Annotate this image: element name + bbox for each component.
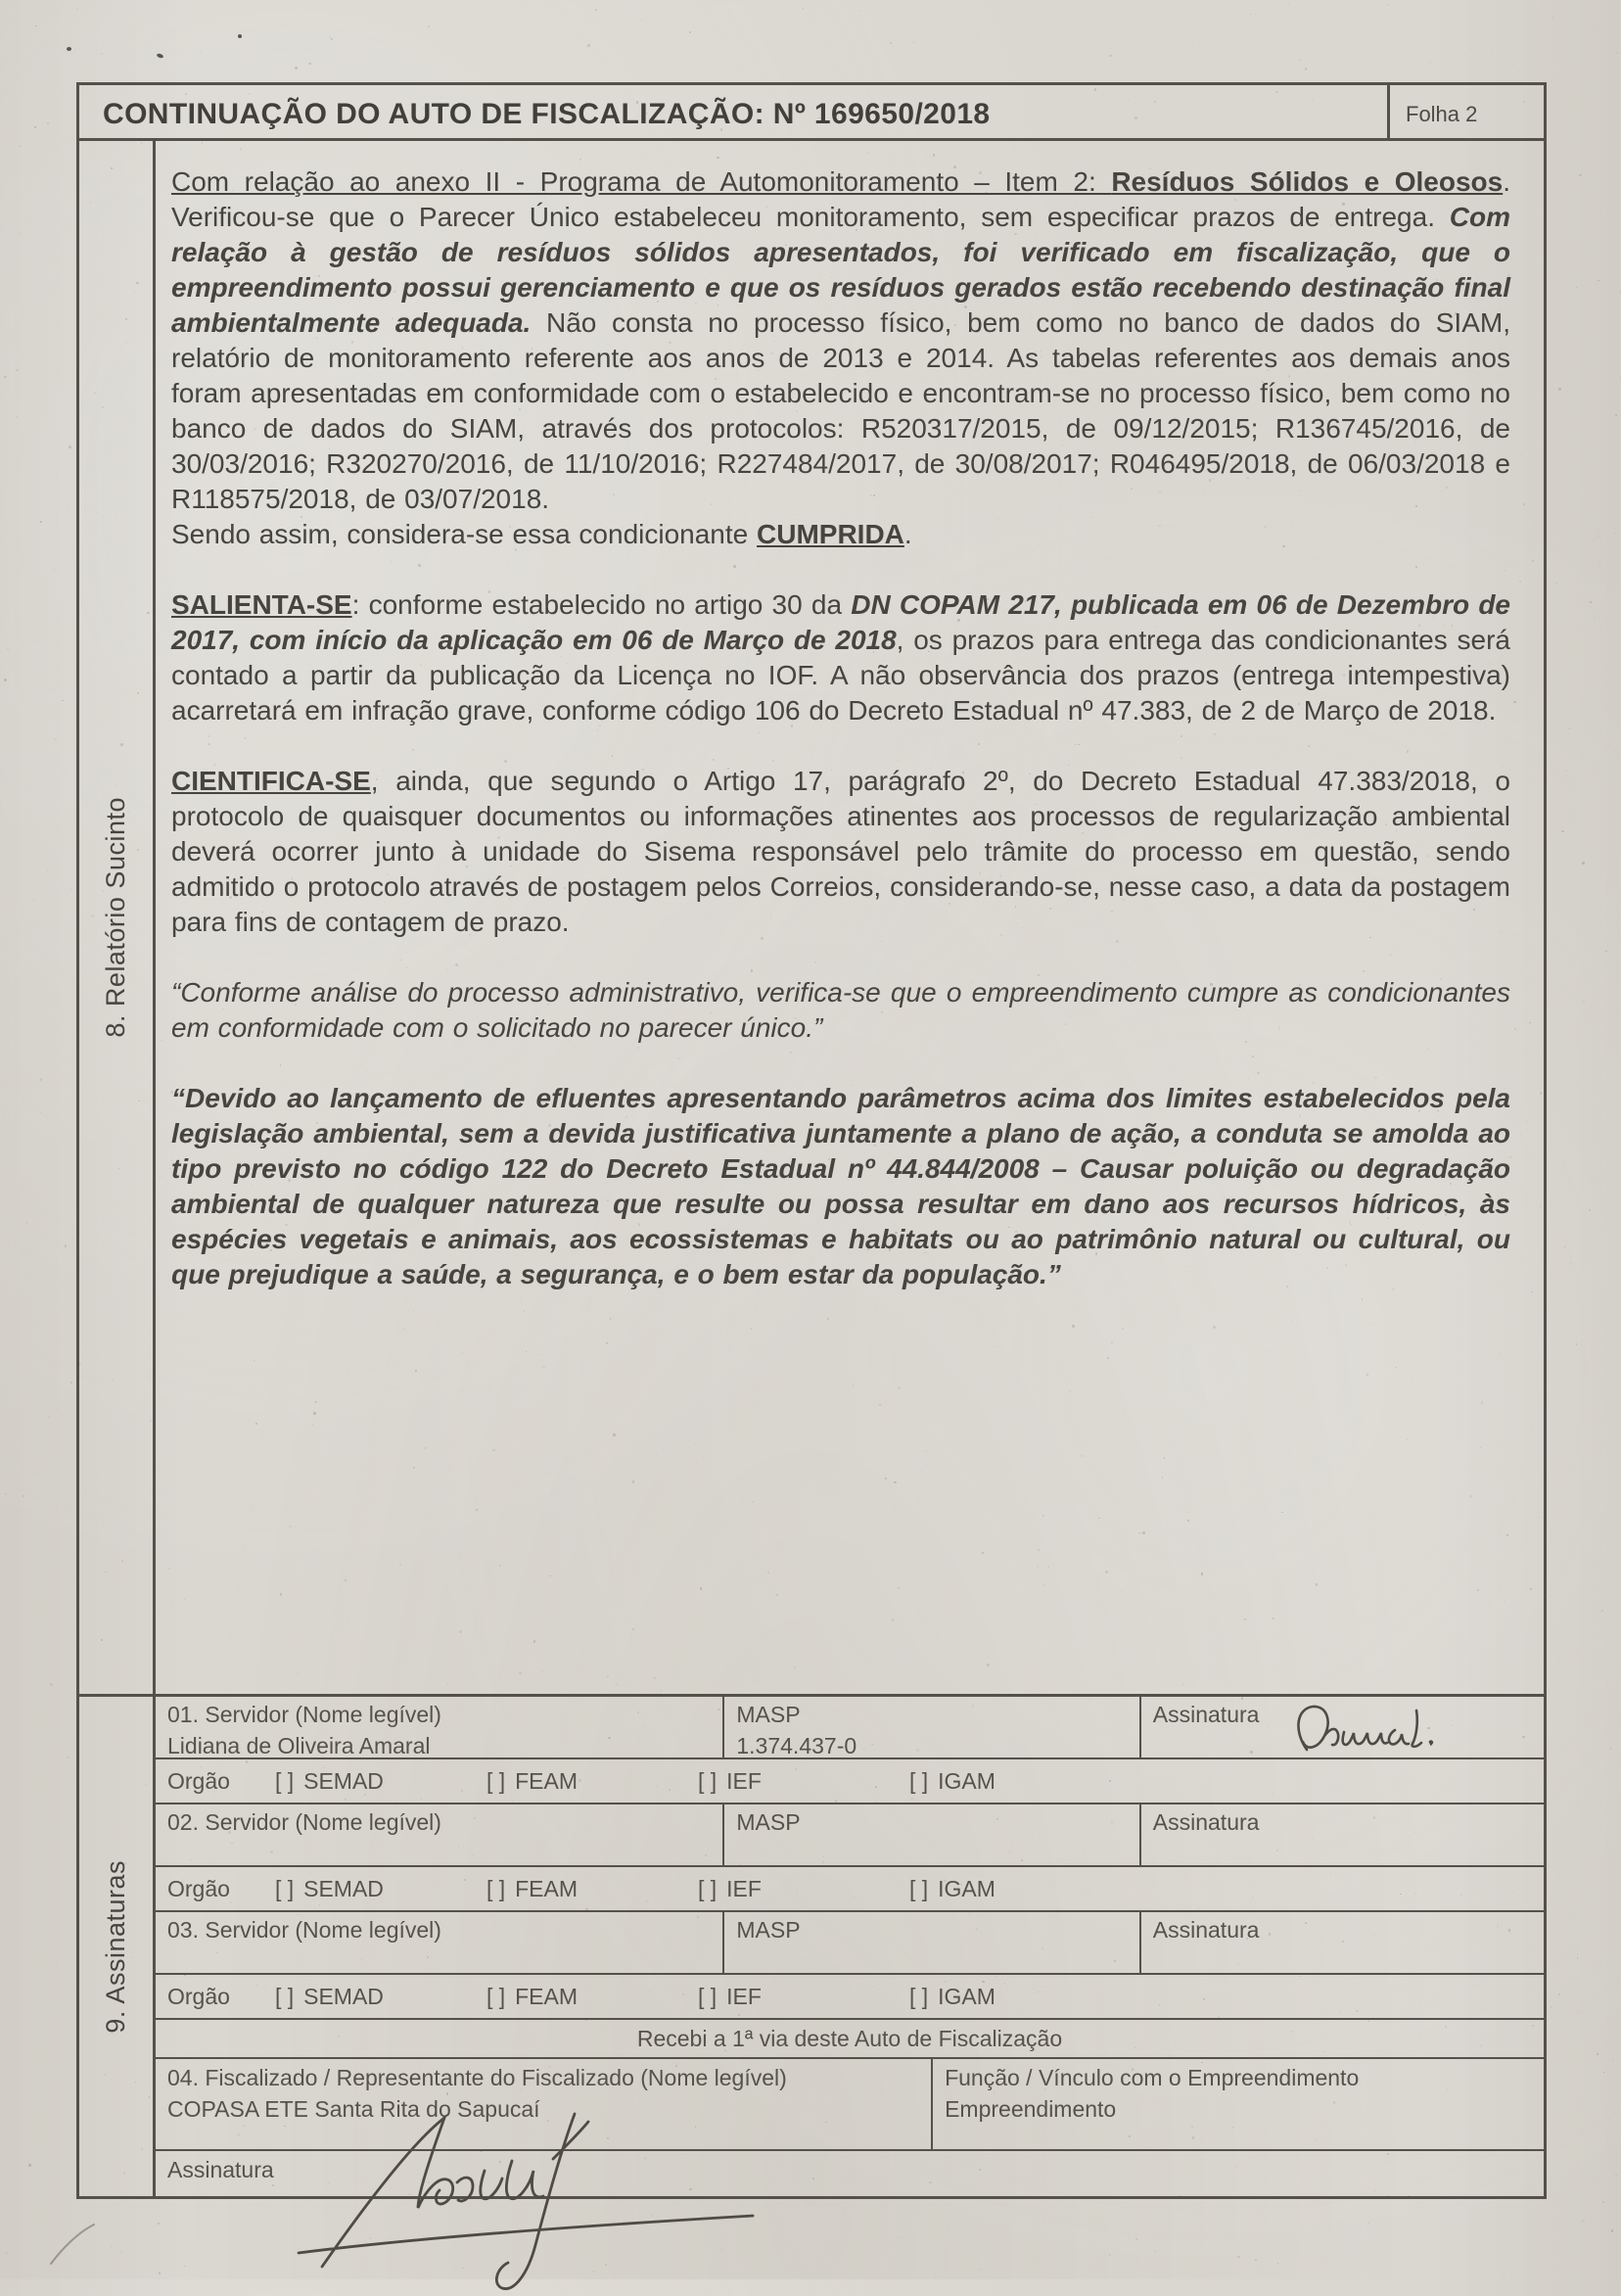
report-p2-cumprida: CUMPRIDA: [757, 519, 904, 549]
checkbox-glyph: [ ]: [486, 1875, 506, 1901]
pen-mark: [43, 2221, 102, 2270]
masp-label: MASP: [736, 1702, 801, 1727]
report-paragraph-4: [171, 764, 1510, 940]
report-p1-bold-italic: Com relação à gestão de resíduos sólidos apresentados, foi verificado em fiscalização, que o empreendimento possui gerenciamento e que os resíduos gerados estão recebendo destinação final ambientalmente adequada.: [171, 202, 1510, 338]
pen-mark: [157, 53, 164, 59]
report-quote-1: “Conforme análise do processo administrativo, verifica-se que o empreendimento cumpre as condicionantes em conformidade com o solicitado no parecer único.”: [171, 977, 1510, 1043]
checkbox-glyph: [ ]: [274, 1983, 295, 2009]
checkbox-semad-label: SEMAD: [303, 1983, 384, 2009]
report-p3-a: : conforme estabelecido no artigo 30 da: [351, 589, 852, 620]
report-p1-underlined: Com relação ao anexo II - Programa de Automonitoramento – Item 2:: [171, 166, 1112, 197]
assinatura-label: Assinatura: [167, 2157, 274, 2182]
fiscalizado-label: 04. Fiscalizado / Representante do Fiscalizado (Nome legível): [167, 2065, 787, 2090]
checkbox-glyph: [ ]: [274, 1767, 295, 1794]
auto-de-fiscalizacao-page: [76, 82, 1547, 2199]
table-row-orgao-03: [156, 1975, 1544, 2020]
fiscalizado-name: COPASA ETE Santa Rita do Sapucaí: [167, 2096, 540, 2122]
checkbox-glyph: [ ]: [486, 1767, 506, 1794]
servidor-03-label: 03. Servidor (Nome legível): [167, 1917, 441, 1943]
report-p1-dot: .: [1503, 166, 1510, 197]
report-text: [156, 141, 1544, 1694]
checkbox-feam-label: FEAM: [515, 1875, 578, 1901]
orgao-label: Orgão: [167, 1875, 230, 1901]
section-8-label-column: [79, 141, 156, 1694]
report-paragraph-2: [171, 517, 1510, 552]
checkbox-feam: [486, 1768, 698, 1795]
checkbox-feam-label: FEAM: [515, 1983, 578, 2009]
fiscalizado-funcao-cell: [933, 2059, 1544, 2149]
report-p4-lead: CIENTIFICA-SE: [171, 766, 371, 796]
section-relatorio-sucinto: [79, 141, 1544, 1694]
checkbox-ief-label: IEF: [726, 1875, 762, 1901]
servidor-02-signature-cell: [1141, 1804, 1544, 1865]
masp-label: MASP: [736, 1809, 801, 1835]
checkbox-semad: [275, 1984, 486, 2010]
checkbox-feam: [486, 1984, 698, 2010]
report-p2-plain: Sendo assim, considera-se essa condicionante: [171, 519, 758, 549]
report-p2-end: .: [903, 519, 912, 549]
checkbox-ief: [698, 1984, 909, 2010]
checkbox-glyph: [ ]: [908, 1983, 929, 2009]
checkbox-glyph: [ ]: [908, 1875, 929, 1901]
checkbox-igam: [909, 1768, 1121, 1795]
assinatura-label: Assinatura: [1152, 1809, 1260, 1835]
servidor-01-masp-cell: [724, 1697, 1140, 1757]
checkbox-glyph: [ ]: [697, 1767, 718, 1794]
orgao-label: Orgão: [167, 1767, 230, 1794]
document-header: [79, 85, 1544, 141]
servidor-01-signature-cell: [1141, 1697, 1544, 1757]
report-p1-plain-a: Verificou-se que o Parecer Único estabeleceu monitoramento, sem especificar prazos de entrega.: [171, 202, 1450, 232]
report-p1-underlined-bold: Resíduos Sólidos e Oleosos: [1111, 166, 1504, 197]
table-row-orgao-02: [156, 1867, 1544, 1912]
pen-mark: [67, 47, 71, 51]
signatures-table: [156, 1697, 1544, 2196]
checkbox-semad-label: SEMAD: [303, 1767, 384, 1794]
assinatura-label: Assinatura: [1152, 1702, 1260, 1727]
report-quote-2: “Devido ao lançamento de efluentes apresentando parâmetros acima dos limites estabelecidos pela legislação ambiental, sem a devida justificativa juntamente a plano de ação, a conduta se amolda ao tipo previsto no código 122 do Decreto Estadual nº 44.844/2008 – Causar poluição ou degradação ambiental de qualquer natureza que resulte ou possa resultar em dano aos recursos hídricos, às espécies vegetais e animais, aos ecossistemas e habitats ou ao patrimônio natural ou cultural, ou que prejudique a saúde, a segurança, e o bem estar da população.”: [171, 1083, 1510, 1289]
recebi-text: Recebi a 1ª via deste Auto de Fiscalização: [636, 2025, 1063, 2051]
checkbox-igam: [909, 1876, 1121, 1902]
report-p3-lead: SALIENTA-SE: [171, 589, 352, 620]
checkbox-glyph: [ ]: [697, 1983, 718, 2009]
checkbox-semad: [275, 1768, 486, 1795]
checkbox-igam-label: IGAM: [938, 1875, 996, 1901]
report-paragraph-3: [171, 587, 1510, 728]
assinatura-label: Assinatura: [1152, 1917, 1260, 1943]
checkbox-ief-label: IEF: [726, 1983, 762, 2009]
table-row-recebi: [156, 2020, 1544, 2059]
checkbox-feam-label: FEAM: [515, 1767, 578, 1794]
fiscalizado-name-cell: [156, 2059, 933, 2149]
section-8-label: 8. Relatório Sucinto: [101, 797, 130, 1038]
servidor-03-name-cell: [156, 1912, 724, 1973]
folha-number: Folha 2: [1387, 85, 1544, 138]
table-row-fiscalizado: [156, 2059, 1544, 2151]
servidor-01-name-cell: [156, 1697, 724, 1757]
funcao-label: Função / Vínculo com o Empreendimento: [945, 2065, 1360, 2090]
servidor-03-masp-cell: [724, 1912, 1140, 1973]
report-paragraph-1: [171, 164, 1510, 517]
checkbox-glyph: [ ]: [486, 1983, 506, 2009]
checkbox-ief: [698, 1768, 909, 1795]
checkbox-semad: [275, 1876, 486, 1902]
checkbox-igam-label: IGAM: [938, 1767, 996, 1794]
checkbox-igam: [909, 1984, 1121, 2010]
checkbox-igam-label: IGAM: [938, 1983, 996, 2009]
servidor-02-masp-cell: [724, 1804, 1140, 1865]
checkbox-glyph: [ ]: [697, 1875, 718, 1901]
checkbox-glyph: [ ]: [274, 1875, 295, 1901]
orgao-label: Orgão: [167, 1983, 230, 2009]
servidor-02-label: 02. Servidor (Nome legível): [167, 1809, 441, 1835]
servidor-03-signature-cell: [1141, 1912, 1544, 1973]
table-row-servidor-02: [156, 1804, 1544, 1867]
section-assinaturas: [79, 1694, 1544, 2196]
checkbox-glyph: [ ]: [908, 1767, 929, 1794]
masp-label: MASP: [736, 1917, 801, 1943]
servidor-01-label: 01. Servidor (Nome legível): [167, 1702, 441, 1727]
report-p3-b: , os prazos para entrega das condicionantes será contado a partir da publicação da Licença no IOF. A não observância dos prazos (entrega intempestiva) acarretará em infração grave, conforme código 106 do Decreto Estadual nº 47.383, de 2 de Março de 2018.: [171, 625, 1511, 726]
checkbox-ief-label: IEF: [726, 1767, 762, 1794]
servidor-01-name: Lidiana de Oliveira Amaral: [167, 1733, 431, 1758]
funcao-value: Empreendimento: [945, 2096, 1117, 2122]
servidor-02-name-cell: [156, 1804, 724, 1865]
checkbox-feam: [486, 1876, 698, 1902]
table-row-servidor-01: [156, 1697, 1544, 1759]
checkbox-ief: [698, 1876, 909, 1902]
table-row-assinatura-fiscalizado: [156, 2151, 1544, 2196]
section-9-label-column: [79, 1697, 156, 2196]
document-body: [79, 141, 1544, 2196]
table-row-servidor-03: [156, 1912, 1544, 1975]
table-row-orgao-01: [156, 1759, 1544, 1804]
report-p3-bold-italic: DN COPAM 217, publicada em 06 de Dezembro de 2017, com início da aplicação em 06 de Março de 2018: [171, 589, 1510, 655]
servidor-01-masp-value: 1.374.437-0: [736, 1733, 857, 1758]
pen-mark: [238, 34, 242, 38]
report-p1-plain-b: Não consta no processo físico, bem como no banco de dados do SIAM, relatório de monitoramento referente aos anos de 2013 e 2014. As tabelas referentes aos demais anos foram apresentadas em conformidade com o estabelecido e encontram-se no processo físico, bem como no banco de dados do SIAM, através dos protocolos: R520317/2015, de 09/12/2015; R136745/2016, de 30/03/2016; R320270/2016, de 11/10/2016; R227484/2017, de 30/08/2017; R046495/2018, de 06/03/2018 e R118575/2018, de 03/07/2018.: [171, 307, 1510, 514]
section-9-label: 9. Assinaturas: [101, 1859, 130, 2034]
report-p4-a: , ainda, que segundo o Artigo 17, parágrafo 2º, do Decreto Estadual 47.383/2018, o protocolo de quaisquer documentos ou informações atinentes aos processos de regularização ambiental deverá ocorrer junto à unidade do Sisema responsável pelo trâmite do processo em questão, sendo admitido o protocolo através de postagem pelos Correios, considerando-se, nesse caso, a data da postagem para fins de contagem de prazo.: [171, 766, 1510, 937]
checkbox-semad-label: SEMAD: [303, 1875, 384, 1901]
page-title: CONTINUAÇÃO DO AUTO DE FISCALIZAÇÃO: Nº 169650/2018: [103, 98, 991, 130]
